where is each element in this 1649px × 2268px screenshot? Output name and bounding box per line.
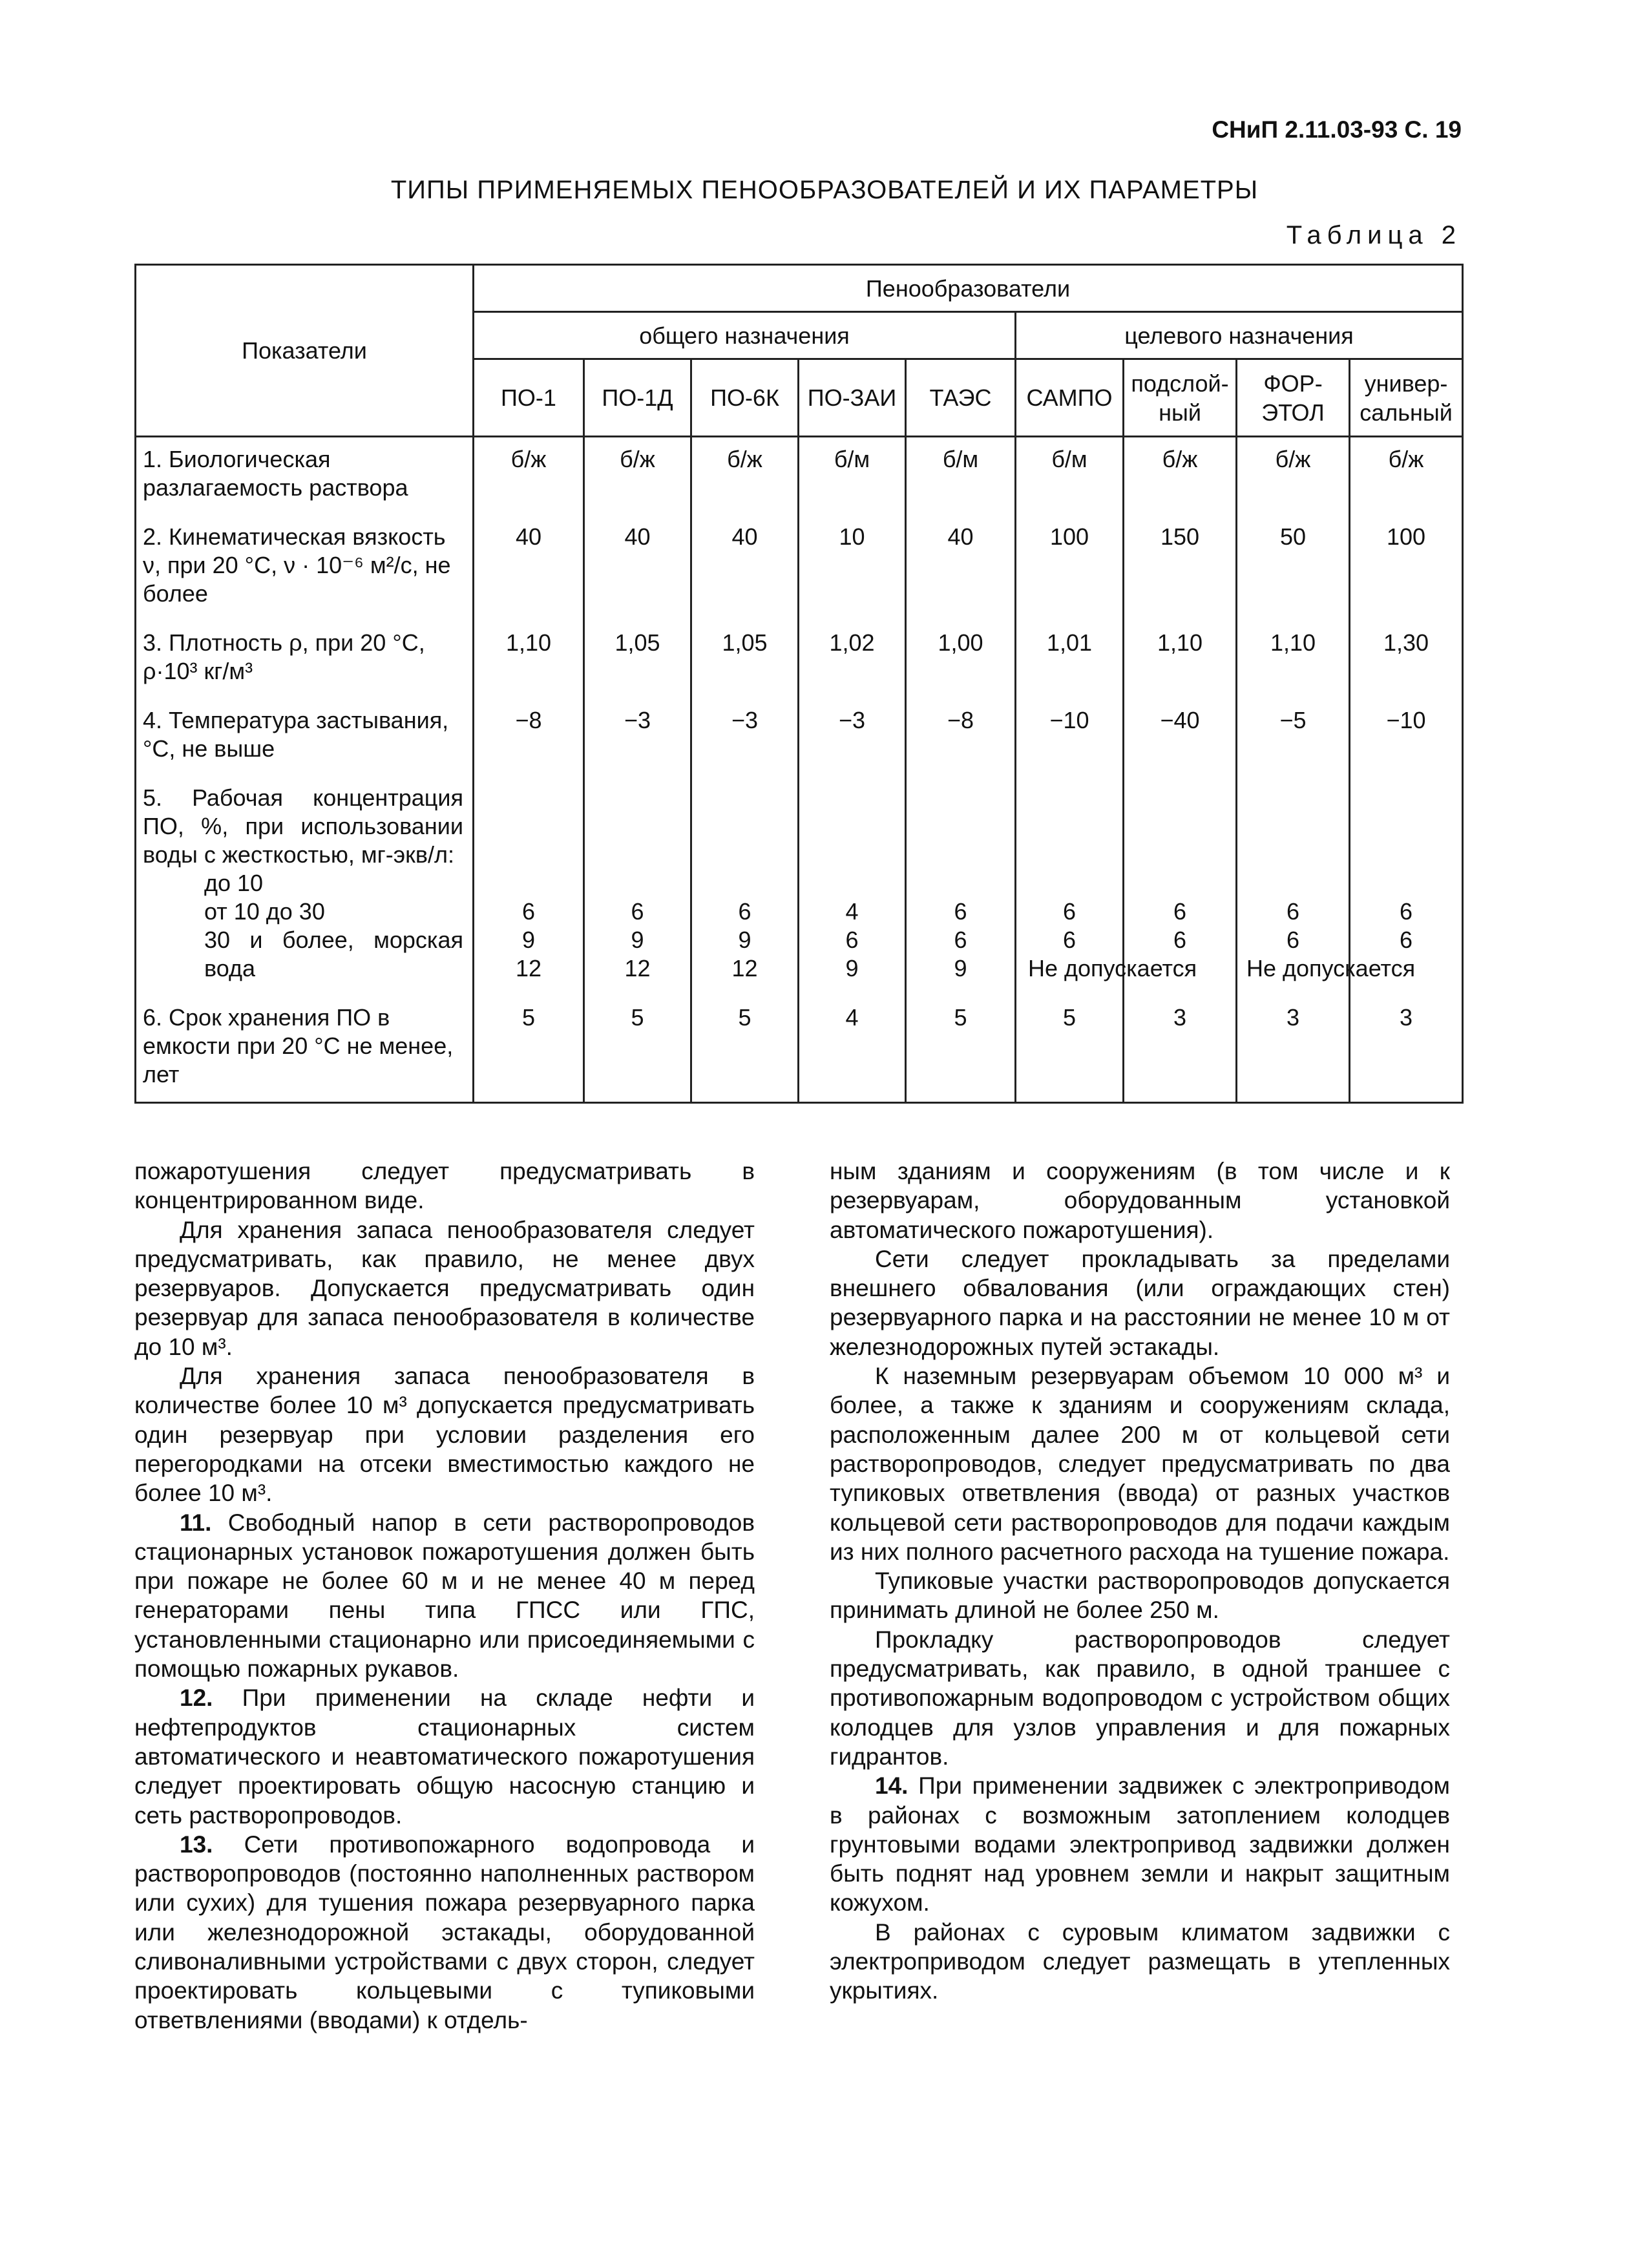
table-cell: 1,05 [691, 621, 799, 698]
table-cell: 1,10 [474, 621, 584, 698]
table-cell: 1,00 [906, 621, 1016, 698]
table-cell: б/м [906, 437, 1016, 516]
cell-value: 9 [845, 955, 859, 982]
table-cell: 5 [584, 996, 691, 1103]
cell-value: 12 [731, 955, 758, 982]
table-cell: 3 [1124, 996, 1237, 1103]
paragraph: Тупиковые участки растворопроводов допускается принимать длиной не более 250 м. [830, 1568, 1450, 1624]
cell-value: 6 [521, 898, 536, 925]
text-column-left [134, 1157, 755, 2035]
row-sublabel: до 10 [204, 870, 264, 896]
table-cell: −10 [1350, 698, 1463, 776]
table-cell: б/м [799, 437, 906, 516]
table-cell: −8 [474, 698, 584, 776]
table-row [136, 776, 1463, 996]
table-cell: 3 [1237, 996, 1350, 1103]
table-cell [799, 776, 906, 996]
row-label [136, 776, 474, 996]
cell-value: 6 [738, 898, 751, 925]
paragraph: Сети следует прокладывать за пределами внешнего обвалования (или ограждающих стен) резервуарного парка и на расстоянии не менее 10 м от железнодорожных путей эстакады. [830, 1245, 1450, 1360]
paragraph: 11. Свободный напор в сети растворопроводов стационарных установок пожаротушения должен быть при пожаре не более 60 м и не менее 40 м перед генераторами пены типа ГПСС или ГПС, установленными стационарно или присоединяемыми с помощью пожарных рукавов. [134, 1509, 755, 1683]
row-label-text: 3. Плотность ρ, при 20 °С, ρ·10³ кг/м³ [143, 629, 425, 684]
table-cell: 10 [799, 515, 906, 621]
running-head: СНиП 2.11.03-93 С. 19 [1212, 116, 1462, 143]
cell-value: 6 [954, 898, 967, 925]
table-cell: −3 [799, 698, 906, 776]
cell-value: 9 [631, 927, 644, 953]
cell-value: 6 [1286, 927, 1300, 953]
text-column-right [830, 1157, 1450, 2006]
paragraph: ным зданиям и сооружениям (в том числе и к резервуарам, оборудованным установкой автоматического пожаротушения). [830, 1158, 1450, 1243]
header-general-purpose: общего назначения [474, 312, 1016, 359]
header-indicators: Показатели [136, 265, 474, 437]
table-cell: 5 [906, 996, 1016, 1103]
table-row [136, 515, 1463, 621]
table-cell: б/ж [691, 437, 799, 516]
cell-value: 6 [1062, 927, 1077, 953]
row-label-text: 5. Рабочая концентрация ПО, %, при использовании воды с жесткостью, мг-экв/л: [143, 784, 463, 868]
row-sublabel: 30 и более, морская вода [204, 927, 463, 982]
header-foamers: Пенообразователи [474, 265, 1463, 312]
cell-value: 6 [631, 898, 644, 925]
table-cell: −3 [584, 698, 691, 776]
table-cell: б/ж [1237, 437, 1350, 516]
table-title: ТИПЫ ПРИМЕНЯЕМЫХ ПЕНООБРАЗОВАТЕЛЕЙ И ИХ ПАРАМЕТРЫ [390, 176, 1259, 204]
column-header: ТАЭС [906, 359, 1016, 437]
table-cell: −8 [906, 698, 1016, 776]
column-header: ПО-ЗАИ [799, 359, 906, 437]
foam-agents-table [134, 264, 1464, 1104]
row-label [136, 698, 474, 776]
table-row [136, 698, 1463, 776]
table-cell: б/ж [1124, 437, 1237, 516]
table-cell: 40 [906, 515, 1016, 621]
header-special-purpose: целевого назначения [1016, 312, 1463, 359]
cell-value: 12 [624, 955, 651, 982]
cell-value: 9 [954, 955, 967, 982]
table-cell: −10 [1016, 698, 1124, 776]
table-cell: 100 [1016, 515, 1124, 621]
column-header: универ-сальный [1350, 359, 1463, 437]
column-header: ПО-6К [691, 359, 799, 437]
cell-value: 6 [1400, 898, 1413, 925]
row-label [136, 515, 474, 621]
table-cell: 40 [474, 515, 584, 621]
table-cell: −40 [1124, 698, 1237, 776]
cell-value: 6 [845, 927, 859, 953]
paragraph: пожаротушения следует предусматривать в концентрированном виде. [134, 1158, 755, 1214]
table-cell: 1,05 [584, 621, 691, 698]
cell-value: 6 [1062, 898, 1077, 925]
cell-value: 6 [1286, 898, 1300, 925]
table-cell: 40 [691, 515, 799, 621]
row-label-text: 4. Температура застывания, °С, не выше [143, 707, 449, 762]
paragraph: 14. При применении задвижек с электроприводом в районах с возможным затоплением колодцев грунтовыми водами электропривод задвижки должен быть поднят над уровнем земли и накрыт защитным кожухом. [830, 1772, 1450, 1916]
table-cell: б/м [1016, 437, 1124, 516]
cell-value: 12 [515, 955, 542, 982]
table-cell: −3 [691, 698, 799, 776]
cell-value: 6 [954, 927, 967, 953]
merged-note: Не допускается [1028, 955, 1197, 982]
table-cell [474, 776, 584, 996]
column-header: ФОР-ЭТОЛ [1237, 359, 1350, 437]
table-cell [1237, 776, 1416, 996]
paragraph: 13. Сети противопожарного водопровода и растворопроводов (постоянно наполненных раствором или сухих) для тушения пожара резервуарного парка или железнодорожной эстакады, оборудованной сливоналивными устройствами с двух сторон, следует проектировать кольцевыми с тупиковыми ответвлениями (вводами) к отдель- [134, 1831, 755, 2033]
table-cell: 1,10 [1237, 621, 1350, 698]
paragraph: 12. При применении на складе нефти и нефтепродуктов стационарных систем автоматического и неавтоматического пожаротушения следует проектировать общую насосную станцию и сеть растворопроводов. [134, 1685, 755, 1829]
cell-value: 4 [845, 898, 859, 925]
cell-value: 9 [521, 927, 536, 953]
table-cell: 1,30 [1350, 621, 1463, 698]
table-cell: 1,01 [1016, 621, 1124, 698]
column-header: ПО-1 [474, 359, 584, 437]
table-cell: 150 [1124, 515, 1237, 621]
cell-value: 6 [1173, 927, 1187, 953]
row-sublabel: от 10 до 30 [204, 898, 325, 925]
table-cell: −5 [1237, 698, 1350, 776]
column-header: САМПО [1016, 359, 1124, 437]
row-label [136, 437, 474, 516]
table-cell: 50 [1237, 515, 1350, 621]
row-label [136, 996, 474, 1103]
paragraph: Прокладку растворопроводов следует предусматривать, как правило, в одной траншее с противопожарным водопроводом с устройством общих колодцев для узлов управления и для пожарных гидрантов. [830, 1626, 1450, 1770]
table-cell: б/ж [1350, 437, 1463, 516]
paragraph: Для хранения запаса пенообразователя в количестве более 10 м³ допускается предусматривать один резервуар при условии разделения его перегородками на отсеки вместимостью каждого не более 10 м³. [134, 1363, 755, 1507]
paragraph: К наземным резервуарам объемом 10 000 м³ и более, а также к зданиям и сооружениям склада, расположенным далее 200 м от кольцевой сети растворопроводов, следует предусматривать по два тупиковых ответвления (ввода) от разных участков кольцевой сети растворопроводов для подачи каждым из них полного расчетного расхода на тушение пожара. [830, 1363, 1450, 1565]
table-row [136, 437, 1463, 516]
table-cell: 40 [584, 515, 691, 621]
table-row [136, 621, 1463, 698]
table-cell: 5 [474, 996, 584, 1103]
row-label-text: 2. Кинематическая вязкость ν, при 20 °С, ν · 10⁻⁶ м²/с, не более [143, 523, 451, 607]
table-cell: 4 [799, 996, 906, 1103]
table-cell: 100 [1350, 515, 1463, 621]
table-row [136, 996, 1463, 1103]
table-cell [1016, 776, 1197, 996]
row-label-text: 6. Срок хранения ПО в емкости при 20 °С не менее, лет [143, 1004, 454, 1087]
table-cell [906, 776, 1016, 996]
table-cell: 1,10 [1124, 621, 1237, 698]
cell-value: 6 [1400, 927, 1413, 953]
paragraph: В районах с суровым климатом задвижки с электроприводом следует размещать в утепленных укрытиях. [830, 1918, 1450, 2004]
table-cell: 5 [1016, 996, 1124, 1103]
column-header: ПО-1Д [584, 359, 691, 437]
table-label: Таблица 2 [1286, 221, 1462, 249]
row-label [136, 621, 474, 698]
table-cell: б/ж [584, 437, 691, 516]
cell-value: 6 [1173, 898, 1187, 925]
table-cell [691, 776, 799, 996]
table-cell [584, 776, 691, 996]
table-cell: 3 [1350, 996, 1463, 1103]
table-cell: 1,02 [799, 621, 906, 698]
column-header: подслой-ный [1124, 359, 1237, 437]
table-cell: 5 [691, 996, 799, 1103]
cell-value: 9 [738, 927, 751, 953]
table-cell: б/ж [474, 437, 584, 516]
paragraph: Для хранения запаса пенообразователя следует предусматривать, как правило, не менее двух резервуаров. Допускается предусматривать один резервуар для запаса пенообразователя в количестве до 10 м³. [134, 1216, 755, 1360]
row-label-text: 1. Биологическая разлагаемость раствора [143, 446, 408, 501]
merged-note: Не допускается [1246, 955, 1416, 982]
